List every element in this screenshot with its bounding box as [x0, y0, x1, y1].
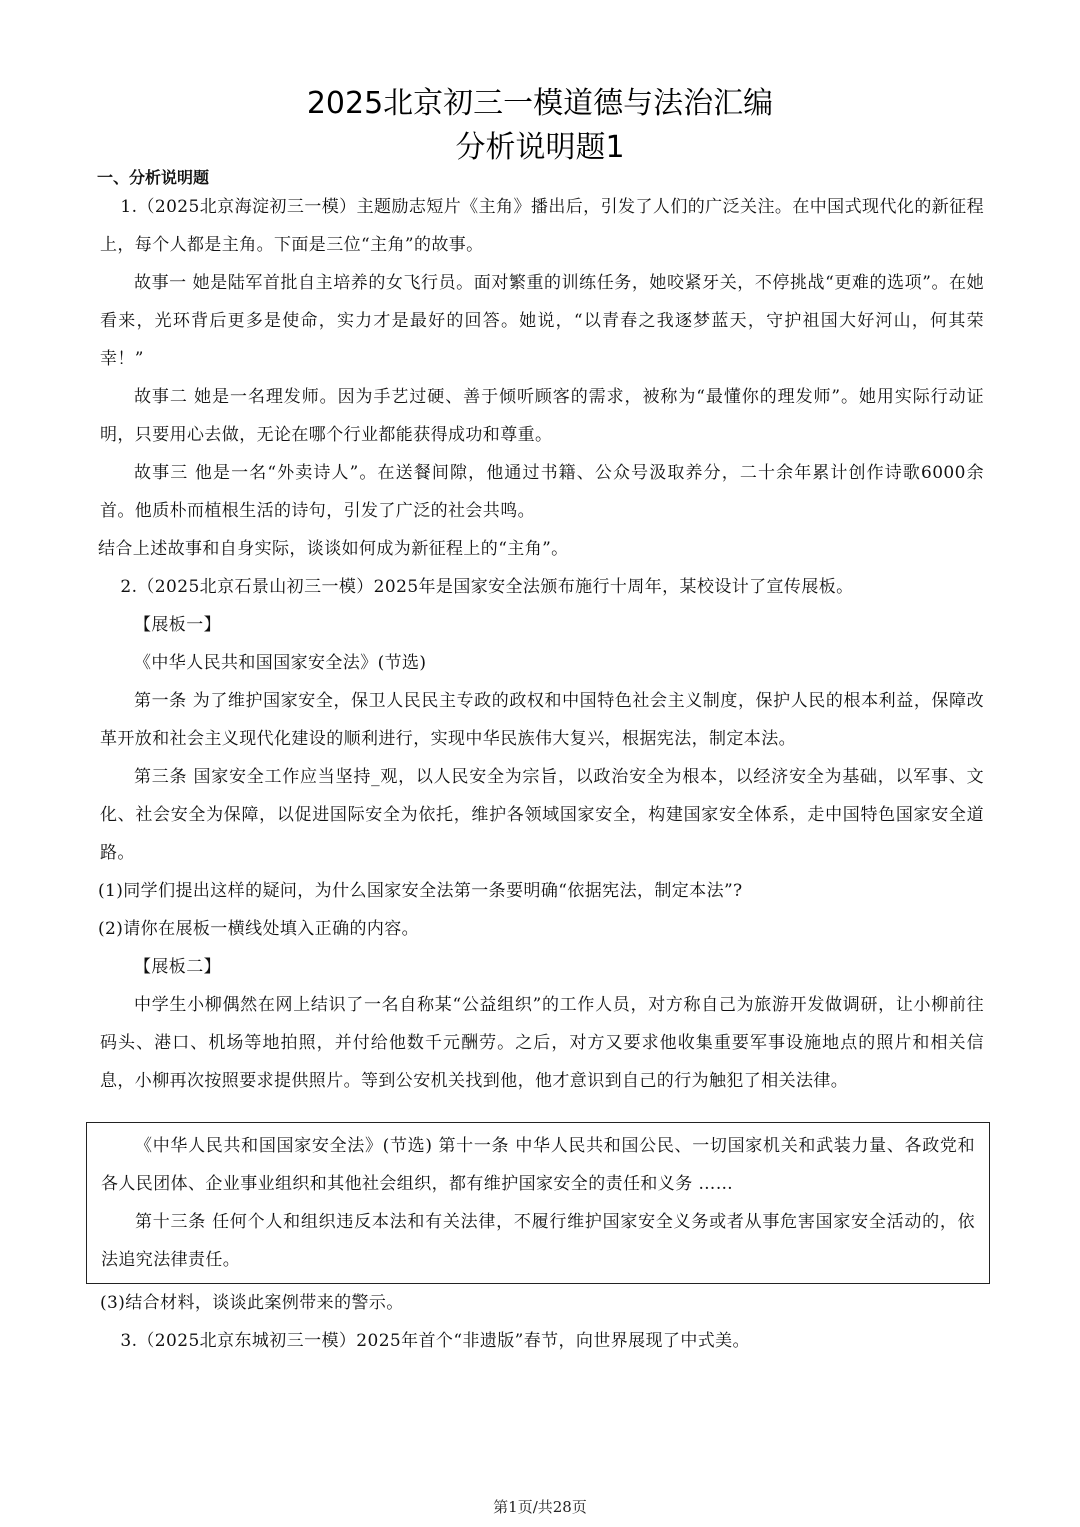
question-content — [100, 188, 984, 1100]
q2-intro: 2.（2025北京石景山初三一模）2025年是国家安全法颁布施行十周年，某校设计了宣传展板。 — [120, 577, 854, 597]
section-heading: 一、分析说明题 — [97, 168, 210, 187]
q1-question: 结合上述故事和自身实际，谈谈如何成为新征程上的“主角”。 — [98, 539, 569, 559]
q1-story3: 故事三 他是一名“外卖诗人”。在送餐间隙，他通过书籍、公众号汲取养分，二十余年累计创作诗歌6000余首。他质朴而植根生活的诗句，引发了广泛的社会共鸣。 — [100, 463, 984, 521]
page-footer: 第1页/共28页 — [493, 1498, 587, 1516]
after-box-content — [100, 1284, 984, 1360]
law-excerpt-box — [86, 1122, 990, 1284]
article-3: 第三条 国家安全工作应当坚持_观，以人民安全为宗旨，以政治安全为根本，以经济安全为基础，以军事、文化、社会安全为保障，以促进国际安全为依托，维护各领域国家安全，构建国家安全体系，走中国特色国家安全道路。 — [100, 767, 984, 863]
q1-intro: 1.（2025北京海淀初三一模）主题励志短片《主角》播出后，引发了人们的广泛关注。在中国式现代化的新征程上，每个人都是主角。下面是三位“主角”的故事。 — [100, 197, 984, 255]
board2-label: 【展板二】 — [134, 957, 221, 977]
q1-story2: 故事二 她是一名理发师。因为手艺过硬、善于倾听顾客的需求，被称为“最懂你的理发师”。她用实际行动证明，只要用心去做，无论在哪个行业都能获得成功和尊重。 — [100, 387, 984, 445]
q1-story1: 故事一 她是陆军首批自主培养的女飞行员。面对繁重的训练任务，她咬紧牙关，不停挑战“更难的选项”。在她看来，光环背后更多是使命，实力才是最好的回答。她说，“以青春之我逐梦蓝天，守护祖国大好河山，何其荣幸！” — [100, 273, 984, 369]
document-subtitle: 分析说明题1 — [455, 130, 625, 165]
case-text: 中学生小柳偶然在网上结识了一名自称某“公益组织”的工作人员，对方称自己为旅游开发做调研，让小柳前往码头、港口、机场等地拍照，并付给他数千元酬劳。之后，对方又要求他收集重要军事设施地点的照片和相关信息，小柳再次按照要求提供照片。等到公安机关找到他，他才意识到自己的行为触犯了相关法律。 — [100, 995, 984, 1091]
law-title: 《中华人民共和国国家安全法》(节选) — [134, 653, 427, 673]
q2-sub1: (1)同学们提出这样的疑问，为什么国家安全法第一条要明确“依据宪法，制定本法”? — [98, 881, 743, 901]
box-paragraph-1: 《中华人民共和国国家安全法》(节选) 第十一条 中华人民共和国公民、一切国家机关和武装力量、各政党和各人民团体、企业事业组织和其他社会组织，都有维护国家安全的责任和义务 …… — [101, 1136, 975, 1194]
document-title: 2025北京初三一模道德与法治汇编 — [306, 86, 774, 121]
article-1: 第一条 为了维护国家安全，保卫人民民主专政的政权和中国特色社会主义制度，保护人民的根本利益，保障改革开放和社会主义现代化建设的顺利进行，实现中华民族伟大复兴，根据宪法，制定本法。 — [100, 691, 984, 749]
board1-label: 【展板一】 — [134, 615, 221, 635]
q2-sub3: (3)结合材料，谈谈此案例带来的警示。 — [100, 1293, 404, 1313]
box-paragraph-2: 第十三条 任何个人和组织违反本法和有关法律，不履行维护国家安全义务或者从事危害国家安全活动的，依法追究法律责任。 — [101, 1212, 975, 1270]
q2-sub2: (2)请你在展板一横线处填入正确的内容。 — [98, 919, 420, 939]
q3-intro: 3.（2025北京东城初三一模）2025年首个“非遗版”春节，向世界展现了中式美。 — [120, 1331, 750, 1351]
